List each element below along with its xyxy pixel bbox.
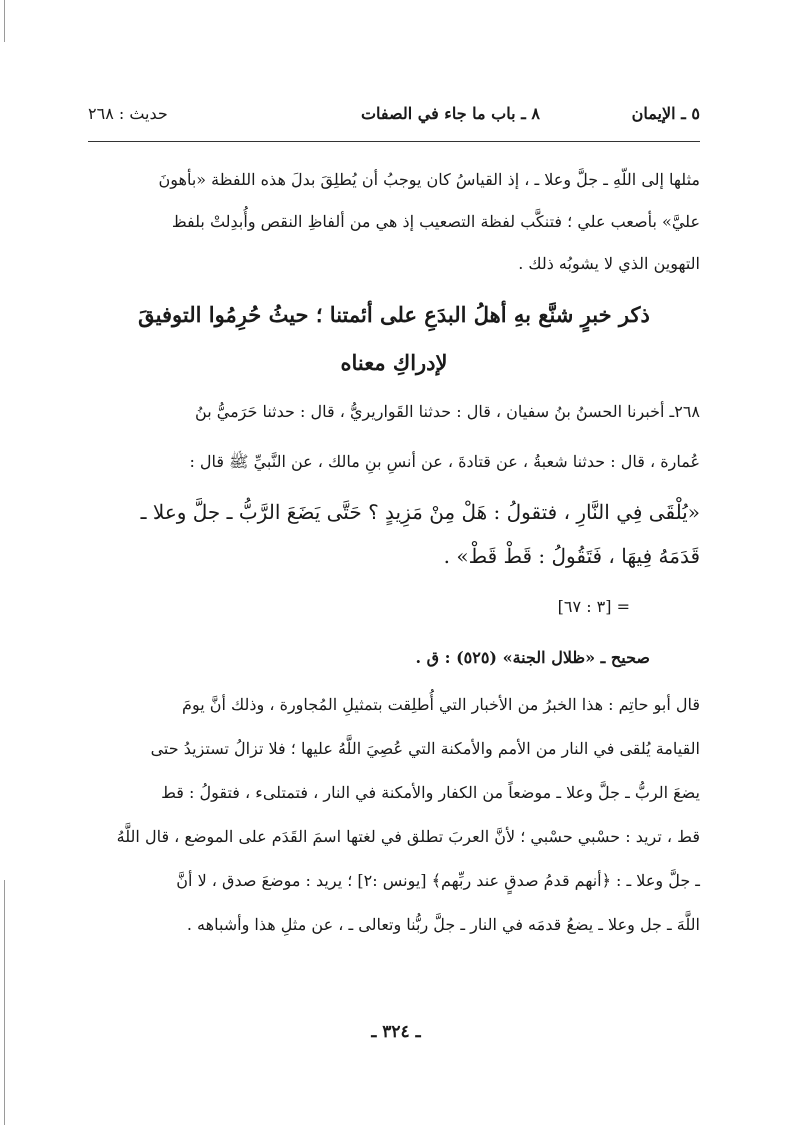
section-heading-line-2: لإدراكِ معناه — [340, 350, 448, 375]
hadith-line: قَدَمَهُ فِيهَا ، فَتَقُولُ : قَطْ قَطْ» . — [443, 544, 700, 568]
cross-reference-text: = [٣ : ٦٧] — [557, 597, 630, 616]
section-heading-line-1: ذكر خبرٍ شنَّع بهِ أهلُ البدَعِ على أئمتنا ؛ حيثُ حُرِمُوا التوفيقَ — [138, 302, 650, 327]
section-title: ٨ ـ باب ما جاء في الصفات — [360, 104, 540, 123]
running-header — [88, 104, 700, 132]
commentary-line: القيامة يُلقى في النار من الأمم والأمكنة التي عُصِيَ اللَّهُ عليها ؛ فلا تزالُ تستزيدُ حتى — [150, 739, 700, 758]
page-number: ـ ٣٢٤ ـ — [371, 1022, 421, 1042]
hadith-text — [88, 500, 700, 590]
crop-mark-top — [4, 0, 5, 42]
hadith-line: «يُلْقَى فِي النَّارِ ، فتقولُ : هَلْ مِنْ مَزِيدٍ ؟ حَتَّى يَضَعَ الرَّبُّ ـ جلَّ وعلا ـ — [140, 500, 700, 524]
crop-mark-bottom — [4, 880, 5, 1125]
commentary-line: ـ جلَّ وعلا ـ : ﴿أنهم قدمُ صدقٍ عند ربِّهم﴾ [يونس :٢] ؛ يريد : موضعَ صدق ، لا أنَّ — [176, 871, 700, 890]
commentary-line: قط ، تريد : حسْبي حسْبي ؛ لأنَّ العربَ تطلق في لغتها اسمَ القَدَم على الموضع ، قال اللَّهُ — [116, 827, 700, 846]
commentary-paragraph — [88, 695, 700, 995]
intro-line: التهوين الذي لا يشوبُه ذلك . — [518, 254, 700, 273]
hadith-reference: حديث : ٢٦٨ — [88, 104, 168, 123]
isnad-paragraph — [88, 402, 700, 482]
isnad-line: عُمارة ، قال : حدثنا شعبةُ ، عن قتادةَ ، عن أنسِ بنِ مالك ، عن النَّبيِّ ﷺ قال : — [189, 452, 700, 471]
grading-text: صحيح ـ «ظلال الجنة» (٥٢٥) : ق . — [415, 648, 650, 667]
commentary-line: اللَّهَ ـ جل وعلا ـ يضعُ قدمَه في النار ـ جلَّ ربُّنا وتعالى ـ ، عن مثلِ هذا وأشباهه . — [186, 915, 700, 934]
commentary-line: قال أبو حاتِم : هذا الخبرُ من الأخبار التي أُطلِقت بتمثيلِ المُجاورة ، وذلك أنَّ يومَ — [182, 695, 700, 714]
chapter-title: ٥ ـ الإيمان — [631, 104, 700, 123]
header-rule — [88, 141, 700, 142]
intro-line: عليَّ» بأصعب علي ؛ فتنكَّب لفظة التصعيب إذ هي من ألفاظِ النقص وأُبدِلتْ بلفظ — [171, 212, 700, 231]
intro-paragraph — [88, 170, 700, 280]
isnad-line: ٢٦٨ـ أخبرنا الحسنُ بنُ سفيان ، قال : حدثنا القَواريريُّ ، قال : حدثنا حَرَميُّ بنُ — [195, 402, 700, 421]
commentary-line: يضعَ الربُّ ـ جلَّ وعلا ـ موضعاً من الكفار والأمكنة في النار ، فتمتلىء ، فتقولُ : قط — [161, 783, 700, 802]
intro-line: مثلها إلى اللّهِ ـ جلَّ وعلا ـ ، إذ القياسُ كان يوجبُ أن يُطلِقَ بدلَ هذه اللفظة «بأهونَ — [158, 170, 700, 189]
grading — [88, 648, 700, 674]
cross-reference — [88, 597, 700, 623]
